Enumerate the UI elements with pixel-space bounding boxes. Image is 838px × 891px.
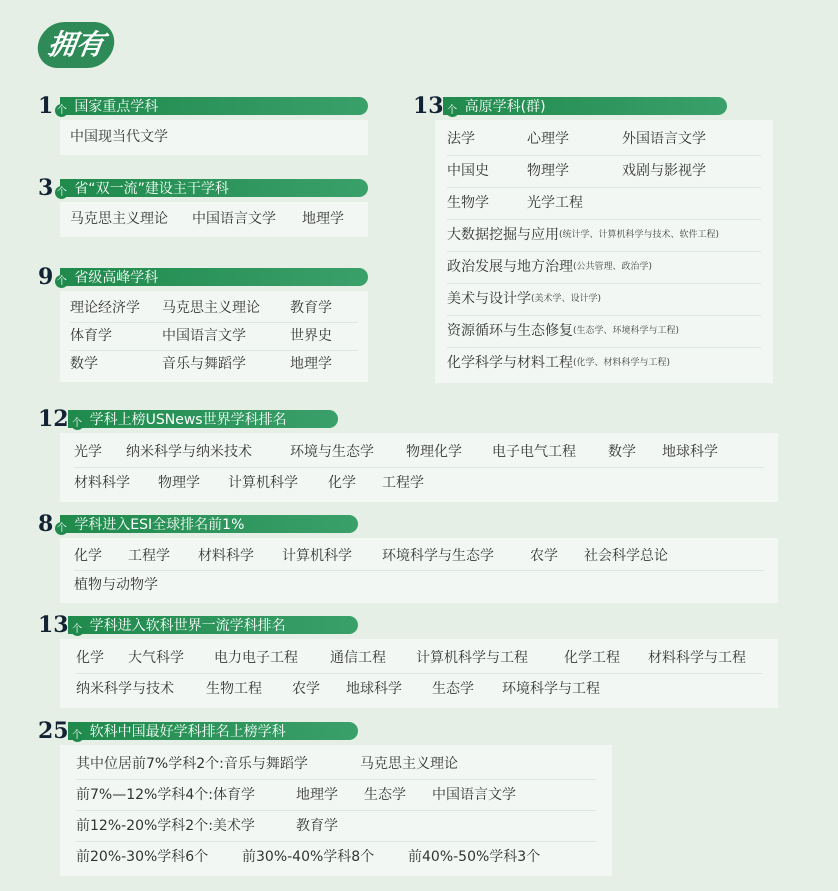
count-number: 9 — [38, 264, 54, 290]
section-esi — [38, 513, 778, 603]
subject-item: 物理学 — [527, 163, 569, 179]
subject-item: 农学 — [530, 548, 558, 564]
subject-item: 生物学 — [447, 195, 489, 211]
subject-group-note: (美术学、设计学) — [531, 294, 602, 304]
subject-item: 外国语言文学 — [622, 131, 706, 147]
section-header — [38, 177, 368, 199]
count-unit: 个 — [447, 104, 458, 116]
section-header — [38, 614, 358, 636]
subject-item: 化学 — [328, 475, 356, 491]
count-number: 8 — [38, 511, 54, 537]
count-unit: 个 — [72, 417, 83, 429]
subject-item: 环境与生态学 — [290, 444, 374, 460]
ranking-item: 马克思主义理论 — [360, 756, 458, 772]
subject-group-note: (生态学、环境科学与工程) — [573, 326, 680, 336]
section-national-key — [38, 95, 368, 155]
subject-item: 化学 — [76, 650, 104, 666]
section-plateau — [413, 95, 773, 383]
section-title: 学科上榜USNews世界学科排名 — [89, 412, 287, 428]
subject-group: 大数据挖掘与应用 — [447, 227, 559, 243]
section-header — [38, 95, 368, 117]
subject-item: 电力电子工程 — [214, 650, 298, 666]
subject-item: 世界史 — [290, 328, 332, 344]
section-header — [38, 720, 358, 742]
subject-group: 化学科学与材料工程 — [447, 355, 573, 371]
subject-item: 化学 — [74, 548, 102, 564]
page-title: 拥有 — [35, 22, 117, 68]
section-title: 高原学科(群) — [464, 99, 546, 115]
section-card — [60, 433, 778, 502]
subject-item: 地理学 — [302, 211, 344, 227]
count-unit: 个 — [56, 104, 67, 116]
ranking-item: 生态学 — [364, 787, 406, 803]
ranking-item: 前12%-20%学科2个:美术学 — [76, 818, 255, 834]
section-shanghai-china — [38, 720, 778, 876]
subject-item: 工程学 — [382, 475, 424, 491]
subject-item: 音乐与舞蹈学 — [162, 356, 246, 372]
subject-item: 数学 — [70, 356, 98, 372]
section-usnews — [38, 408, 778, 502]
section-card — [60, 120, 368, 155]
section-header — [413, 95, 727, 117]
subject-item: 计算机科学 — [282, 548, 352, 564]
subject-item: 数学 — [608, 444, 636, 460]
section-provincial-peak — [38, 266, 368, 382]
section-title: 省级高峰学科 — [74, 270, 159, 286]
subject-item: 光学 — [74, 444, 102, 460]
subject-item: 中国史 — [447, 163, 489, 179]
ranking-item: 其中位居前7%学科2个:音乐与舞蹈学 — [76, 756, 308, 772]
subject-item: 物理学 — [158, 475, 200, 491]
subject-item: 工程学 — [128, 548, 170, 564]
subject-item: 中国语言文学 — [162, 328, 246, 344]
subject-group: 政治发展与地方治理 — [447, 259, 573, 275]
subject-item: 纳米科学与技术 — [76, 681, 174, 697]
ranking-item: 地理学 — [296, 787, 338, 803]
ranking-item: 前7%—12%学科4个:体育学 — [76, 787, 255, 803]
ranking-item: 前40%-50%学科3个 — [408, 849, 541, 865]
subject-item: 化学工程 — [564, 650, 620, 666]
subject-item: 计算机科学与工程 — [416, 650, 528, 666]
subject-item: 戏剧与影视学 — [622, 163, 706, 179]
section-title: 学科进入ESI全球排名前1% — [74, 517, 245, 533]
section-card — [60, 538, 778, 603]
count-unit: 个 — [56, 186, 67, 198]
subject-group-note: (统计学、计算机科学与技术、软件工程) — [559, 230, 720, 240]
subject-group-note: (公共管理、政治学) — [573, 262, 653, 272]
section-title: 软科中国最好学科排名上榜学科 — [89, 724, 286, 740]
subject-item: 大气科学 — [128, 650, 184, 666]
section-title: 国家重点学科 — [74, 99, 159, 115]
ranking-item: 中国语言文学 — [432, 787, 516, 803]
subject-item: 生物工程 — [206, 681, 262, 697]
subject-item: 心理学 — [527, 131, 569, 147]
ranking-item: 教育学 — [296, 818, 338, 834]
subject-item: 材料科学与工程 — [648, 650, 746, 666]
subject-item: 农学 — [292, 681, 320, 697]
subject-item: 环境科学与工程 — [502, 681, 600, 697]
count-number: 13 — [413, 93, 444, 119]
section-shanghai-world — [38, 614, 778, 708]
subject-item: 纳米科学与纳米技术 — [126, 444, 252, 460]
count-number: 3 — [38, 175, 54, 201]
subject-item: 材料科学 — [198, 548, 254, 564]
section-card — [60, 291, 368, 382]
subject-item: 环境科学与生态学 — [382, 548, 494, 564]
count-unit: 个 — [72, 729, 83, 741]
subject-item: 材料科学 — [74, 475, 130, 491]
subject-group-note: (化学、材料科学与工程) — [573, 358, 671, 368]
subject-item: 地球科学 — [662, 444, 718, 460]
subject-item: 中国语言文学 — [192, 211, 276, 227]
section-card — [60, 202, 368, 237]
subject-item: 马克思主义理论 — [70, 211, 168, 227]
subject-item: 教育学 — [290, 300, 332, 316]
count-number: 25 — [38, 718, 69, 744]
subject-item: 生态学 — [432, 681, 474, 697]
subject-item: 电子电气工程 — [492, 444, 576, 460]
section-card — [435, 120, 773, 383]
section-header — [38, 513, 358, 535]
subject-item: 光学工程 — [527, 195, 583, 211]
subject-item: 法学 — [447, 131, 475, 147]
count-number: 13 — [38, 612, 69, 638]
subject-item: 理论经济学 — [70, 300, 140, 316]
subject-group: 资源循环与生态修复 — [447, 323, 573, 339]
subject-item: 地理学 — [290, 356, 332, 372]
subject-item: 地球科学 — [346, 681, 402, 697]
count-unit: 个 — [56, 522, 67, 534]
section-double-first-class — [38, 177, 368, 237]
subject-item: 植物与动物学 — [74, 577, 158, 593]
subject-item: 计算机科学 — [228, 475, 298, 491]
section-card — [60, 745, 612, 876]
subject-item: 物理化学 — [406, 444, 462, 460]
subject-item: 体育学 — [70, 328, 112, 344]
count-number: 12 — [38, 406, 69, 432]
count-unit: 个 — [56, 275, 67, 287]
section-card — [60, 639, 778, 708]
count-unit: 个 — [72, 623, 83, 635]
subject-group: 美术与设计学 — [447, 291, 531, 307]
section-title: 学科进入软科世界一流学科排名 — [89, 618, 286, 634]
section-title: 省“双一流”建设主干学科 — [74, 181, 229, 197]
subject-item: 社会科学总论 — [584, 548, 668, 564]
section-header — [38, 266, 368, 288]
ranking-item: 前30%-40%学科8个 — [242, 849, 375, 865]
subject-item: 马克思主义理论 — [162, 300, 260, 316]
ranking-item: 前20%-30%学科6个 — [76, 849, 209, 865]
subject-item: 中国现当代文学 — [70, 129, 168, 145]
subject-item: 通信工程 — [330, 650, 386, 666]
section-header — [38, 408, 338, 430]
count-number: 1 — [38, 93, 54, 119]
